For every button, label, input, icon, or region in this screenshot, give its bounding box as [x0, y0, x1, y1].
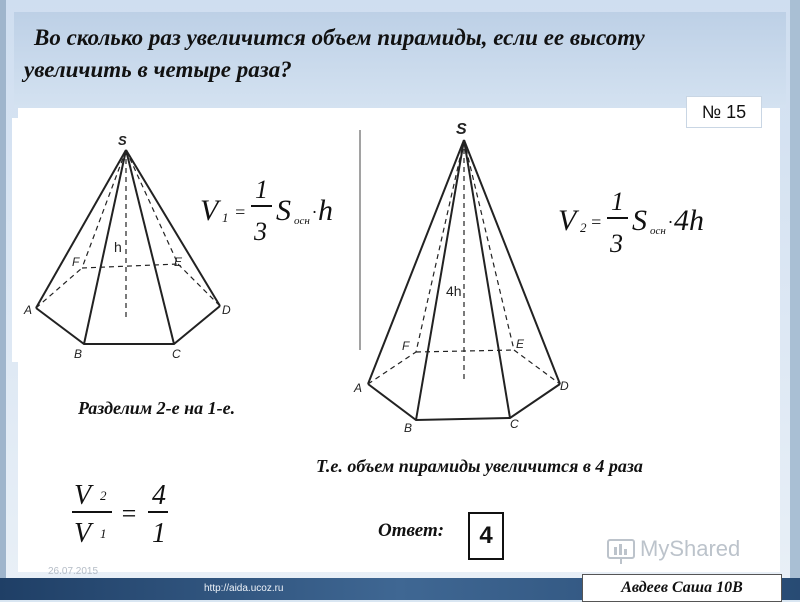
- ratio-den-sub: 1: [100, 526, 107, 541]
- pyramid-2-label-b: B: [404, 421, 413, 435]
- ratio-eq: =: [120, 499, 138, 528]
- pyramid-1-label-d: D: [222, 303, 231, 317]
- slide-title: [24, 22, 764, 86]
- formula-v2: [556, 190, 726, 262]
- formula-v2-den: 3: [610, 229, 623, 258]
- formula-v1: [196, 172, 346, 244]
- ratio-den: 1: [152, 518, 166, 548]
- formula-v2-s-sub: осн: [650, 225, 666, 237]
- pyramid-2-height-label: 4h: [446, 283, 462, 299]
- author-label: Авдеев Саша 10В: [582, 574, 782, 602]
- ratio-num: 4: [152, 480, 166, 511]
- formula-v1-dot: ·: [312, 202, 317, 222]
- formula-v2-s: S: [632, 204, 647, 237]
- slide-right-border: [790, 0, 800, 600]
- formula-v1-den: 3: [254, 217, 267, 244]
- formula-v2-sub: 2: [580, 220, 587, 235]
- formula-v1-sub: 1: [222, 210, 229, 225]
- answer-value-box: 4: [468, 512, 504, 560]
- formula-v1-s: S: [276, 194, 291, 227]
- answer-label: Ответ:: [378, 520, 445, 541]
- pyramid-1-label-e: E: [174, 255, 183, 269]
- pyramid-2-label-d: D: [560, 379, 569, 393]
- formula-v1-s-sub: осн: [294, 215, 310, 227]
- pyramid-1-label-b: B: [74, 347, 83, 361]
- formula-v1-num: 1: [255, 175, 268, 204]
- formula-v2-h: 4h: [674, 204, 704, 237]
- title-line-1: Во сколько раз увеличится объем пирамиды, если ее высоту: [34, 25, 645, 50]
- ratio-den-v: V: [74, 518, 92, 548]
- title-line-2: увеличить в четыре раза?: [24, 57, 292, 82]
- problem-number-badge: № 15: [686, 96, 762, 128]
- ratio-num-v: V: [74, 480, 92, 511]
- conclusion-text: Т.е. объем пирамиды увеличится в 4 раза: [316, 456, 643, 476]
- pyramid-1-label-f: F: [72, 255, 80, 269]
- pyramid-2-apex-label: S: [456, 121, 467, 138]
- pyramid-1-label-a: A: [24, 303, 33, 317]
- ratio-num-sub: 2: [100, 488, 107, 503]
- formula-v1-eq: =: [234, 202, 247, 222]
- divide-instruction: Разделим 2-е на 1-е.: [78, 398, 236, 418]
- pyramid-1-label-c: C: [172, 347, 181, 361]
- formula-v1-lhs: V: [200, 194, 219, 227]
- pyramid-2-label-c: C: [510, 417, 519, 431]
- watermark-icon: [606, 538, 636, 566]
- pyramid-1-apex-label: S: [118, 133, 127, 148]
- pyramid-2-figure: [348, 110, 576, 438]
- formula-v2-num: 1: [611, 190, 624, 216]
- slide-date: 26.07.2015: [48, 566, 99, 577]
- formula-v2-eq: =: [590, 212, 603, 232]
- pyramid-2-label-a: A: [354, 381, 363, 395]
- ratio-formula: [70, 478, 180, 548]
- pyramid-2-label-e: E: [516, 337, 525, 351]
- formula-v2-lhs: V: [558, 204, 577, 237]
- footer-url[interactable]: http://aida.ucoz.ru: [204, 583, 284, 594]
- slide-left-border: [0, 0, 6, 600]
- pyramid-2-label-f: F: [402, 339, 410, 353]
- formula-v1-h: h: [318, 194, 333, 227]
- watermark-text: MyShared: [640, 536, 741, 561]
- formula-v2-dot: ·: [668, 212, 673, 232]
- pyramid-1-height-label: h: [114, 239, 122, 255]
